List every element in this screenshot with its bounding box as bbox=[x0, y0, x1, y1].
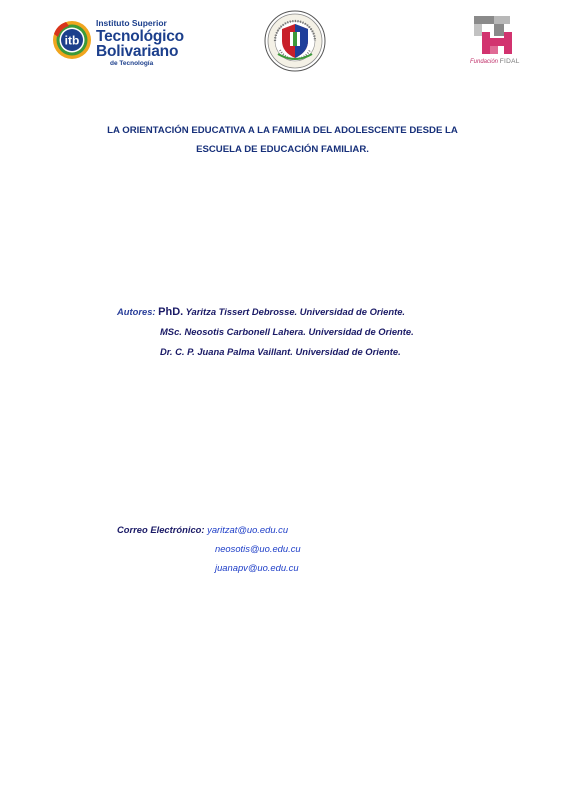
fidal-caption bbox=[470, 58, 550, 65]
email-row bbox=[117, 520, 301, 539]
emails-block bbox=[117, 520, 301, 577]
email-link[interactable]: juanapv@uo.edu.cu bbox=[215, 562, 299, 573]
itb-line3: Bolivariano bbox=[96, 43, 179, 60]
authors-label: Autores: bbox=[117, 306, 156, 317]
author-row bbox=[117, 342, 414, 362]
authors-block bbox=[117, 302, 414, 362]
fidal-logo bbox=[470, 14, 550, 70]
itb-logo bbox=[52, 18, 202, 67]
author-name: Yaritza Tissert Debrosse. Universidad de Oriente. bbox=[183, 306, 406, 317]
author-row bbox=[117, 302, 414, 322]
author-row bbox=[117, 322, 414, 342]
university-seal-icon bbox=[264, 10, 326, 72]
email-link[interactable]: yaritzat@uo.edu.cu bbox=[207, 524, 289, 535]
itb-line4: de Tecnología bbox=[110, 59, 154, 67]
itb-badge-icon bbox=[52, 20, 92, 60]
author-name: Dr. C. P. Juana Palma Vaillant. Universidad de Oriente. bbox=[160, 346, 401, 357]
itb-line1: Instituto Superior bbox=[96, 18, 167, 28]
email-row bbox=[117, 558, 301, 577]
email-label: Correo Electrónico: bbox=[117, 524, 205, 535]
itb-line2: Tecnológico bbox=[96, 27, 184, 45]
title-line-2: ESCUELA DE EDUCACIÓN FAMILIAR. bbox=[196, 144, 369, 155]
email-row bbox=[117, 539, 301, 558]
itb-wordmark bbox=[96, 19, 184, 67]
fidal-caption-prefix: Fundación bbox=[470, 59, 499, 65]
title-line-1: LA ORIENTACIÓN EDUCATIVA A LA FAMILIA DEL ADOLESCENTE DESDE LA bbox=[107, 125, 458, 136]
fidal-caption-name: FIDAL bbox=[499, 58, 520, 65]
email-link[interactable]: neosotis@uo.edu.cu bbox=[215, 543, 301, 554]
itb-badge-text: itb bbox=[64, 33, 80, 48]
document-title bbox=[60, 121, 505, 159]
fidal-mark-icon bbox=[470, 14, 550, 58]
author-degree: PhD. bbox=[158, 306, 184, 318]
author-name: MSc. Neosotis Carbonell Lahera. Universidad de Oriente. bbox=[160, 326, 414, 337]
